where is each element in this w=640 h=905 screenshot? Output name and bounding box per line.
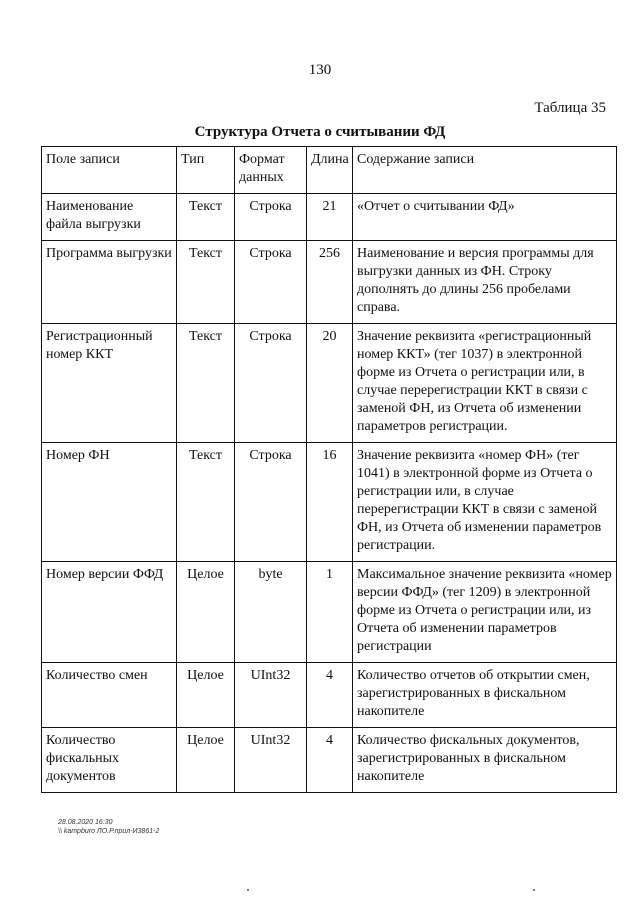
cell-length: 20 [307,324,353,443]
table-row [42,728,617,793]
table-header-row [42,147,617,194]
cell-field: Номер версии ФФД [42,562,177,663]
cell-field: Номер ФН [42,443,177,562]
cell-type: Целое [177,562,235,663]
table-row [42,443,617,562]
document-title: Структура Отчета о считывании ФД [194,124,446,140]
table-row [42,562,617,663]
table-row [42,194,617,241]
cell-format: Строка [235,194,307,241]
cell-field: Количество смен [42,663,177,728]
record-structure-table [41,146,617,793]
cell-length: 1 [307,562,353,663]
cell-length: 21 [307,194,353,241]
scan-speck [247,889,249,891]
cell-type: Текст [177,241,235,324]
header-content: Содержание записи [353,147,617,194]
cell-type: Целое [177,663,235,728]
cell-content: «Отчет о считывании ФД» [353,194,617,241]
cell-content: Количество отчетов об открытии смен, зарегистрированных в фискальном накопителе [353,663,617,728]
cell-format: Строка [235,443,307,562]
footer-timestamp: 28.08.2020 16:30 [58,819,113,826]
header-format: Формат данных [235,147,307,194]
cell-content: Наименование и версия программы для выгрузки данных из ФН. Строку дополнять до длины 256 пробелами справа. [353,241,617,324]
cell-length: 4 [307,663,353,728]
footer-file-path: \\ kampburo ЛО.Р.прил-И3861-2 [58,828,160,835]
cell-field: Количество фискальных документов [42,728,177,793]
header-length: Длина [307,147,353,194]
page-number: 130 [308,62,332,78]
table-label: Таблица 35 [534,100,606,116]
cell-field: Наименование файла выгрузки [42,194,177,241]
cell-type: Текст [177,443,235,562]
cell-field: Программа выгрузки [42,241,177,324]
cell-length: 256 [307,241,353,324]
cell-type: Текст [177,324,235,443]
cell-format: Строка [235,324,307,443]
header-type: Тип [177,147,235,194]
cell-content: Количество фискальных документов, зарегистрированных в фискальном накопителе [353,728,617,793]
cell-format: byte [235,562,307,663]
cell-field: Регистрационный номер ККТ [42,324,177,443]
header-field: Поле записи [42,147,177,194]
table-row [42,663,617,728]
cell-length: 16 [307,443,353,562]
cell-format: UInt32 [235,663,307,728]
table-row [42,324,617,443]
cell-content: Значение реквизита «номер ФН» (тег 1041) в электронной форме из Отчета о регистрации или, в случае перерегистрации ККТ в связи с заменой ФН, из Отчета об изменении параметров регистрации. [353,443,617,562]
cell-type: Текст [177,194,235,241]
cell-format: UInt32 [235,728,307,793]
table-row [42,241,617,324]
cell-type: Целое [177,728,235,793]
cell-content: Максимальное значение реквизита «номер версии ФФД» (тег 1209) в электронной форме из Отчета о регистрации или, из Отчета об изменении параметров регистрации [353,562,617,663]
cell-format: Строка [235,241,307,324]
cell-content: Значение реквизита «регистрационный номер ККТ» (тег 1037) в электронной форме из Отчета о регистрации или, в случае перерегистрации ККТ в связи с заменой ФН, из Отчета об изменении параметров регистрации. [353,324,617,443]
scan-speck [533,889,535,891]
cell-length: 4 [307,728,353,793]
document-footer [58,818,159,836]
